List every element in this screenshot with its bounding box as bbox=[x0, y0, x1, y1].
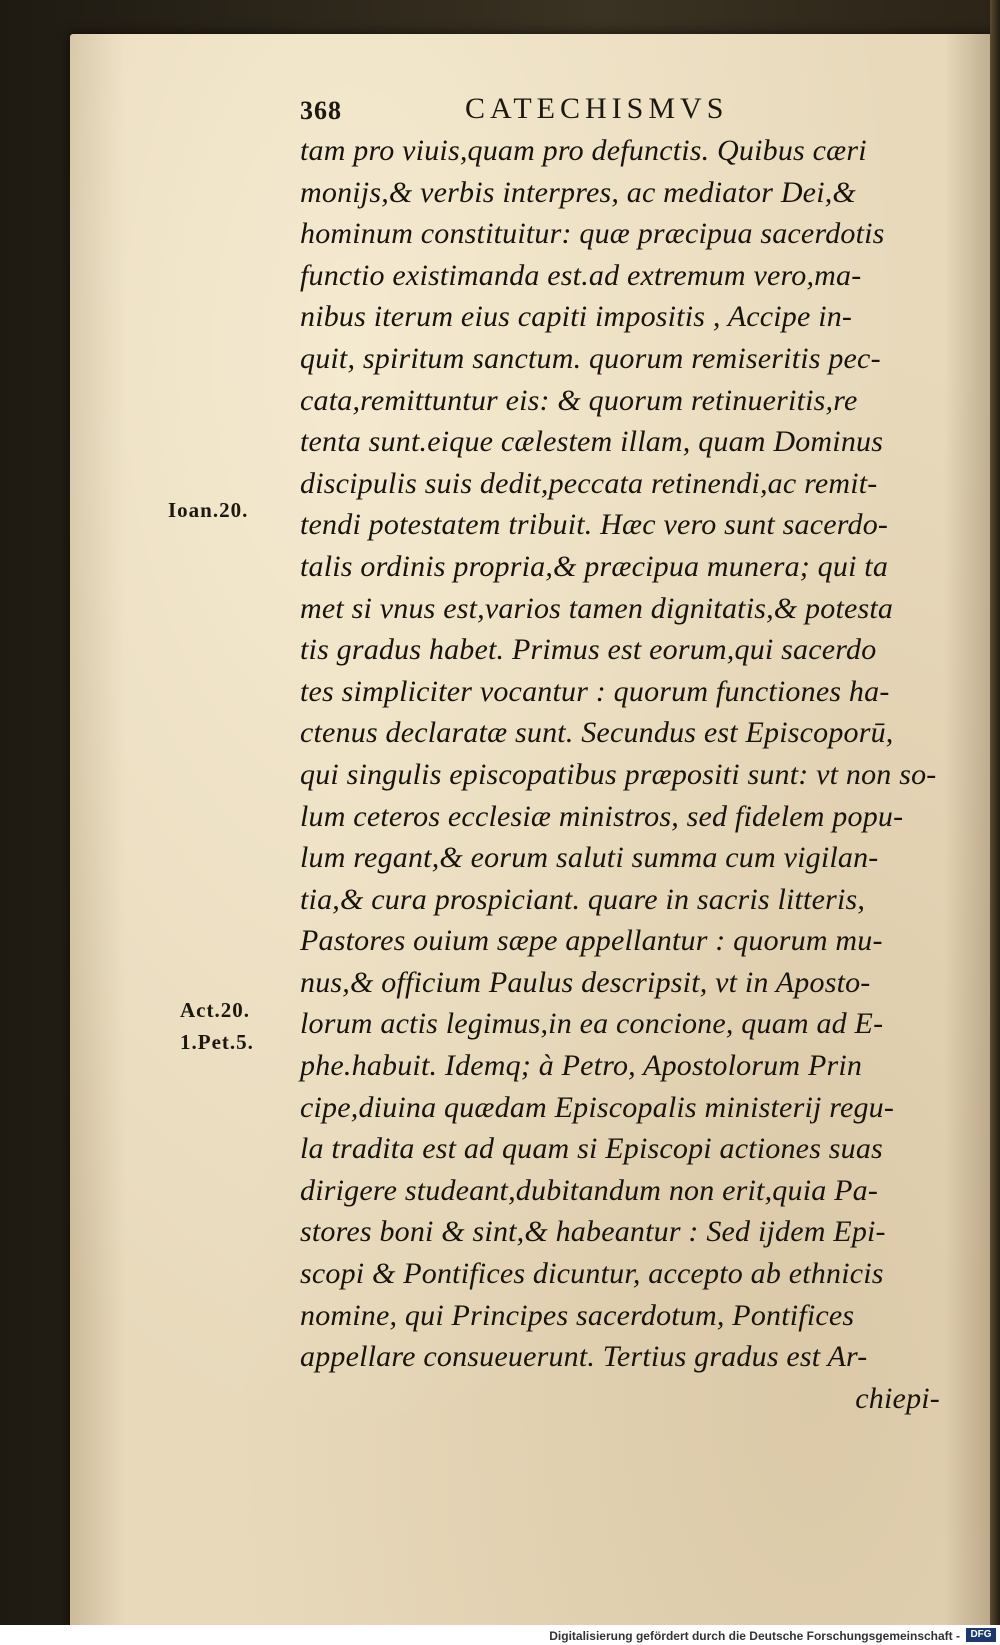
text-line: dirigere studeant,dubitandum non erit,quia Pa- bbox=[300, 1173, 879, 1207]
text-line: cata,remittuntur eis: & quorum retinueritis,re bbox=[300, 383, 858, 417]
text-line: cipe,diuina quædam Episcopalis ministerij regu- bbox=[300, 1090, 895, 1124]
text-line: hominum constituitur: quæ præcipua sacerdotis bbox=[300, 217, 885, 251]
text-line: ctenus declaratæ sunt. Secundus est Episcoporū, bbox=[300, 716, 894, 750]
text-line: tam pro viuis,quam pro defunctis. Quibus cæri bbox=[300, 134, 867, 167]
text-line: qui singulis episcopatibus præpositi sunt: vt non so- bbox=[300, 757, 937, 791]
text-line: quit, spiritum sanctum. quorum remiseritis pec- bbox=[300, 341, 881, 375]
text-line: appellare consueuerunt. Tertius gradus est Ar- bbox=[300, 1340, 868, 1374]
text-line: tis gradus habet. Primus est eorum,qui sacerdo bbox=[300, 633, 877, 667]
text-line: lum regant,& eorum saluti summa cum vigilan- bbox=[300, 841, 879, 875]
text-line: tenta sunt.eique cælestem illam, quam Dominus bbox=[300, 425, 884, 459]
text-line: stores boni & sint,& habeantur : Sed ijdem Epi- bbox=[300, 1215, 886, 1249]
catchword: chiepi- bbox=[855, 1381, 940, 1415]
page-header bbox=[300, 92, 940, 132]
footer-credit: Digitalisierung gefördert durch die Deutsche Forschungsgemeinschaft - bbox=[549, 1629, 960, 1643]
body-text bbox=[300, 130, 950, 1419]
text-line: la tradita est ad quam si Episcopi actiones suas bbox=[300, 1132, 883, 1166]
footer-bar bbox=[0, 1625, 1000, 1645]
text-line: lum ceteros ecclesiæ ministros, sed fidelem popu- bbox=[300, 799, 904, 833]
text-line: met si vnus est,varios tamen dignitatis,& potesta bbox=[300, 591, 894, 625]
text-line: tia,& cura prospiciant. quare in sacris litteris, bbox=[300, 882, 866, 916]
text-line: nus,& officium Paulus descripsit, vt in Aposto- bbox=[300, 965, 871, 999]
text-line: discipulis suis dedit,peccata retinendi,ac remit- bbox=[300, 466, 878, 500]
margin-note-act: Act.20. bbox=[180, 998, 250, 1022]
text-line: Pastores ouium sæpe appellantur : quorum mu- bbox=[300, 924, 883, 958]
running-title: CATECHISMVS bbox=[465, 92, 729, 125]
text-line: monijs,& verbis interpres, ac mediator Dei,& bbox=[300, 175, 856, 209]
text-line: tes simpliciter vocantur : quorum functiones ha- bbox=[300, 674, 890, 708]
text-line: tendi potestatem tribuit. Hæc vero sunt sacerdo- bbox=[300, 508, 889, 542]
text-line: talis ordinis propria,& præcipua munera; qui ta bbox=[300, 549, 889, 583]
text-line: phe.habuit. Idemq; à Petro, Apostolorum Prin bbox=[300, 1049, 863, 1083]
text-line: nomine, qui Principes sacerdotum, Pontifices bbox=[300, 1298, 855, 1332]
margin-note-ioan: Ioan.20. bbox=[168, 498, 249, 522]
margin-note-pet: 1.Pet.5. bbox=[180, 1030, 254, 1054]
text-line: nibus iterum eius capiti impositis , Accipe in- bbox=[300, 300, 853, 334]
text-line: lorum actis legimus,in ea concione, quam ad E- bbox=[300, 1007, 884, 1041]
dfg-logo-icon: DFG bbox=[966, 1628, 996, 1642]
text-line: scopi & Pontifices dicuntur, accepto ab ethnicis bbox=[300, 1257, 884, 1291]
page-edge bbox=[990, 0, 1000, 1645]
page-number: 368 bbox=[300, 96, 342, 125]
text-line: functio existimanda est.ad extremum vero,ma- bbox=[300, 258, 862, 292]
